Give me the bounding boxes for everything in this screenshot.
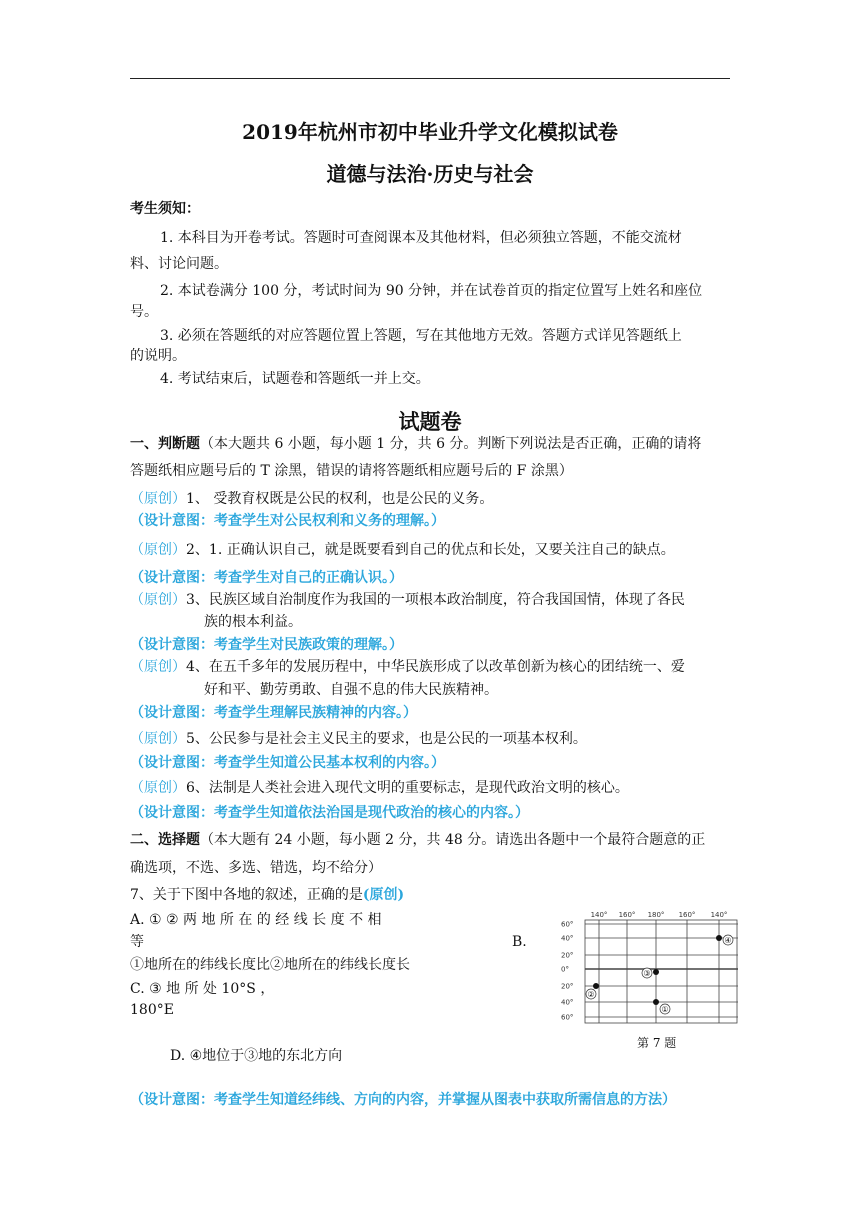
original-tag: (原创) <box>362 887 405 903</box>
notice-item: 的说明。 <box>130 348 186 364</box>
notice-label: 考生须知： <box>130 201 200 217</box>
original-tag: （原创） <box>130 491 186 507</box>
part1-header <box>130 434 701 454</box>
latitude-label: 40° <box>561 998 574 1007</box>
option-b: ①地所在的纬线长度比②地所在的纬线长度长 <box>130 957 410 973</box>
point-1-label: ① <box>661 1005 669 1014</box>
part2-heading: 二、选择题 <box>130 832 200 848</box>
question-text: 6、法制是人类社会进入现代文明的重要标志，是现代政治文明的核心。 <box>186 780 629 796</box>
question <box>130 540 675 560</box>
latitude-label: 60° <box>561 920 574 929</box>
original-tag: （原创） <box>130 659 186 675</box>
point-2-label: ② <box>587 990 595 999</box>
header-rule <box>130 78 730 79</box>
part1-desc: （本大题共 6 小题，每小题 1 分，共 6 分。判断下列说法是否正确，正确的请将 <box>200 436 702 452</box>
option-a-cont: 等 <box>130 934 144 950</box>
design-intent: （设计意图：考查学生知道公民基本权利的内容。） <box>130 755 445 771</box>
longitude-label: 140° <box>710 911 728 919</box>
point-3-label: ③ <box>643 969 651 978</box>
longitude-label: 140° <box>590 911 608 919</box>
original-tag: （原创） <box>130 731 186 747</box>
question <box>130 778 629 798</box>
latitude-label: 0° <box>561 965 569 974</box>
part2-desc-cont: 确选项，不选、多选、错选，均不给分） <box>130 860 382 876</box>
point-4-label: ④ <box>724 936 732 945</box>
original-tag: （原创） <box>130 780 186 796</box>
latitude-label: 40° <box>561 934 574 943</box>
figure-caption: 第 7 题 <box>637 1036 677 1050</box>
question-text: 5、公民参与是社会主义民主的要求，也是公民的一项基本权利。 <box>186 731 587 747</box>
notice-item: 料、讨论问题。 <box>130 256 228 272</box>
point-1-dot <box>653 999 659 1005</box>
latitude-label: 60° <box>561 1013 574 1022</box>
question <box>130 590 685 610</box>
original-tag: （原创） <box>130 542 186 558</box>
lat-lon-grid-figure <box>559 910 738 1026</box>
option-c: C. ③ 地 所 处 10°S ， <box>130 981 275 997</box>
design-intent: （设计意图：考查学生知道经纬线、方向的内容，并掌握从图表中获取所需信息的方法） <box>130 1092 676 1108</box>
question-cont: 好和平、勤劳勇敢、自强不息的伟大民族精神。 <box>204 682 498 698</box>
question-text: 2、1. 正确认识自己，就是既要看到自己的优点和长处，又要关注自己的缺点。 <box>186 542 675 558</box>
exam-subtitle: 道德与法治·历史与社会 <box>326 162 534 186</box>
notice-item: 1. 本科目为开卷考试。答题时可查阅课本及其他材料，但必须独立答题，不能交流材 <box>160 230 682 246</box>
option-d: D. ④地位于③地的东北方向 <box>170 1048 343 1064</box>
option-a: A. ① ② 两 地 所 在 的 经 线 长 度 不 相 <box>130 912 382 928</box>
question-7 <box>130 885 404 905</box>
design-intent: （设计意图：考查学生对自己的正确认识。） <box>130 570 403 586</box>
part1-desc-cont: 答题纸相应题号后的 T 涂黑，错误的请将答题纸相应题号后的 F 涂黑） <box>130 463 573 479</box>
question <box>130 657 685 677</box>
design-intent: （设计意图：考查学生知道依法治国是现代政治的核心的内容。） <box>130 805 529 821</box>
latitude-label: 20° <box>561 982 574 991</box>
longitude-label: 160° <box>618 911 636 919</box>
option-b-label: B. <box>512 934 527 950</box>
part2-header <box>130 830 705 850</box>
notice-item: 3. 必须在答题纸的对应答题位置上答题，写在其他地方无效。答题方式详见答题纸上 <box>160 328 682 344</box>
question-text: 3、民族区域自治制度作为我国的一项根本政治制度，符合我国国情，体现了各民 <box>186 592 685 608</box>
section-title: 试题卷 <box>398 409 462 434</box>
point-2-dot <box>593 983 599 989</box>
point-4-dot <box>716 935 722 941</box>
part2-desc: （本大题有 24 小题，每小题 2 分，共 48 分。请选出各题中一个最符合题意的正 <box>200 832 706 848</box>
exam-title: 2019年杭州市初中毕业升学文化模拟试卷 <box>242 120 618 144</box>
longitude-label: 160° <box>678 911 696 919</box>
notice-item: 4. 考试结束后，试题卷和答题纸一并上交。 <box>160 371 430 387</box>
latitude-label: 20° <box>561 951 574 960</box>
longitude-label: 180° <box>647 911 665 919</box>
question <box>130 489 493 509</box>
notice-item: 号。 <box>130 304 158 320</box>
option-c-cont: 180°E <box>130 1002 174 1018</box>
question-cont: 族的根本利益。 <box>204 614 302 630</box>
question-text: 4、在五千多年的发展历程中，中华民族形成了以改革创新为核心的团结统一、爱 <box>186 659 685 675</box>
part1-heading: 一、判断题 <box>130 436 200 452</box>
design-intent: （设计意图：考查学生理解民族精神的内容。） <box>130 705 417 721</box>
original-tag: （原创） <box>130 592 186 608</box>
design-intent: （设计意图：考查学生对公民权利和义务的理解。） <box>130 513 445 529</box>
notice-item: 2. 本试卷满分 100 分，考试时间为 90 分钟，并在试卷首页的指定位置写上姓名和座位 <box>160 283 703 299</box>
point-3-dot <box>653 969 659 975</box>
question-text: 7、关于下图中各地的叙述，正确的是 <box>130 887 363 903</box>
question <box>130 729 587 749</box>
question-text: 1、 受教育权既是公民的权利，也是公民的义务。 <box>186 491 494 507</box>
design-intent: （设计意图：考查学生对民族政策的理解。） <box>130 637 403 653</box>
